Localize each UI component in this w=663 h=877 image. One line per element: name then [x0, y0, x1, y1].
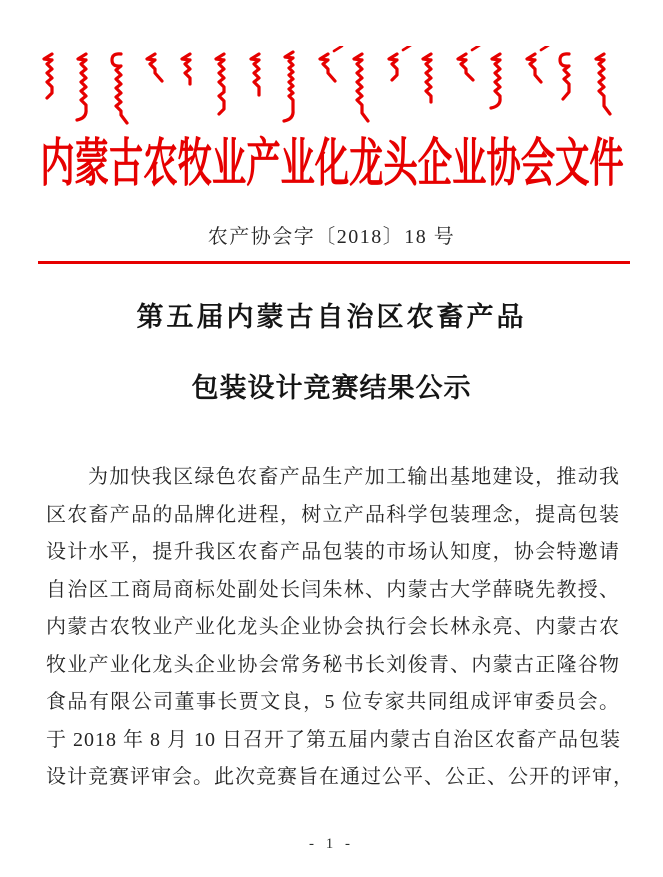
page-number: - 1 - [309, 836, 354, 852]
doc-title-line2: 包装设计竞赛结果公示 [191, 373, 472, 403]
body-line: 设计竞赛评审会。此次竞赛旨在通过公平、公正、公开的评审， [46, 766, 634, 788]
mongolian-script-banner-icon [38, 46, 628, 126]
body-line: 于 2018 年 8 月 10 日召开了第五届内蒙古自治区农畜产品包装 [46, 728, 621, 751]
body-line: 食品有限公司董事长贾文良，5 位专家共同组成评审委员会。 [46, 691, 620, 713]
org-title-row [0, 126, 663, 193]
body-line: 内蒙古农牧业产业化龙头企业协会执行会长林永亮、内蒙古农 [46, 616, 620, 638]
body-line: 牧业产业化龙头企业协会常务秘书长刘俊青、内蒙古正隆谷物 [46, 653, 620, 676]
body-line: 区农畜产品的品牌化进程，树立产品科学包装理念，提高包装 [46, 503, 620, 526]
red-separator-line [38, 261, 630, 264]
body-line: 为加快我区绿色农畜产品生产加工输出基地建设，推动我 [88, 466, 620, 488]
org-title: 内蒙古农牧业产业化龙头企业协会文件 [39, 135, 624, 193]
body-paragraph [46, 459, 634, 797]
doc-number: 农产协会字〔2018〕18 号 [207, 226, 456, 248]
body-line: 自治区工商局商标处副处长闫朱林、内蒙古大学薛晓先教授、 [46, 578, 620, 601]
doc-title-line1: 第五届内蒙古自治区农畜产品 [136, 302, 527, 332]
body-line: 设计水平，提升我区农畜产品包装的市场认知度，协会特邀请 [46, 541, 620, 563]
